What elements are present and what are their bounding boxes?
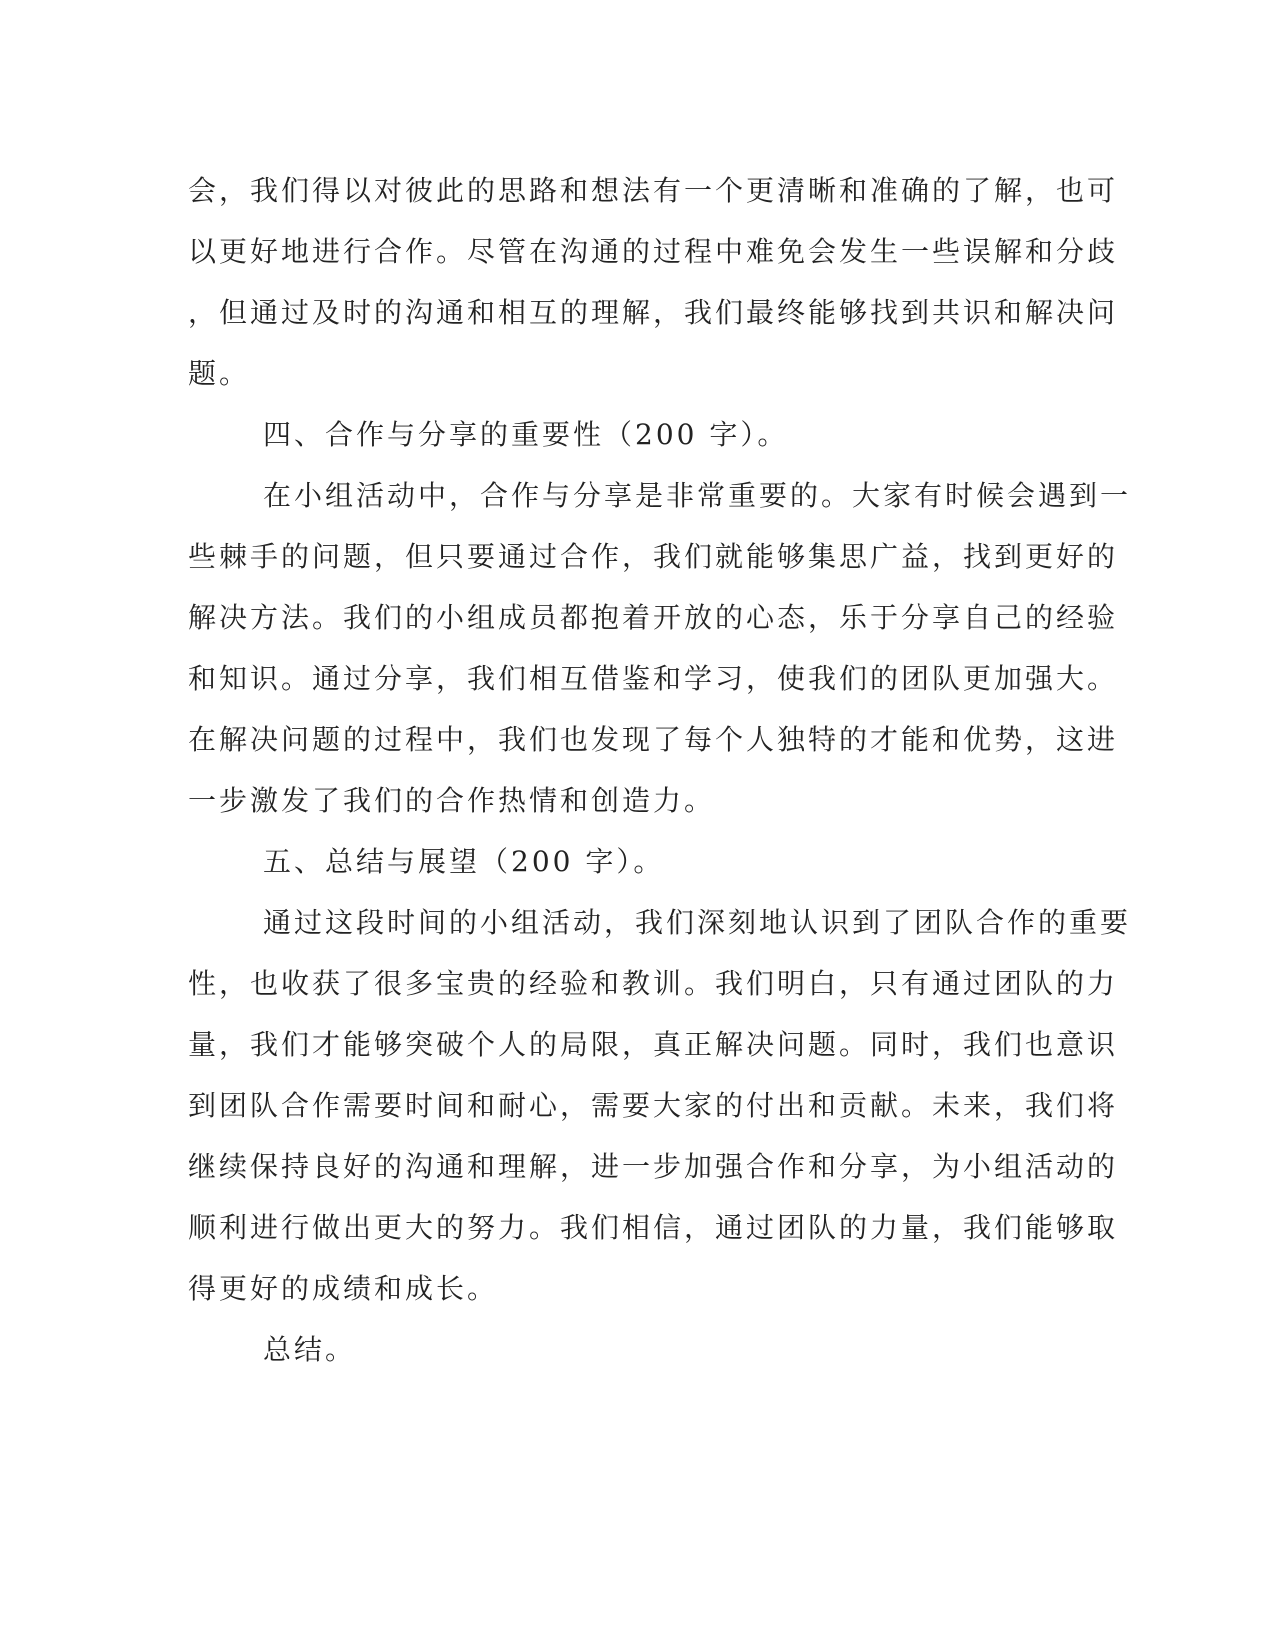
section-heading: 五、总结与展望（200 字）。 [263, 845, 665, 878]
paragraph-line: 到团队合作需要时间和耐心，需要大家的付出和贡献。未来，我们将 [188, 1089, 1119, 1122]
paragraph-line: 得更好的成绩和成长。 [188, 1272, 499, 1305]
paragraph-line: 性，也收获了很多宝贵的经验和教训。我们明白，只有通过团队的力 [188, 967, 1119, 1000]
paragraph-line: 继续保持良好的沟通和理解，进一步加强合作和分享，为小组活动的 [188, 1150, 1119, 1183]
paragraph-line: 一步激发了我们的合作热情和创造力。 [188, 784, 716, 817]
paragraph-line: 以更好地进行合作。尽管在沟通的过程中难免会发生一些误解和分歧 [188, 235, 1119, 268]
document-body [188, 160, 1132, 1380]
paragraph-line: 解决方法。我们的小组成员都抱着开放的心态，乐于分享自己的经验 [188, 601, 1119, 634]
paragraph-line: 通过这段时间的小组活动，我们深刻地认识到了团队合作的重要 [263, 906, 1132, 939]
paragraph-line: 会，我们得以对彼此的思路和想法有一个更清晰和准确的了解，也可 [188, 174, 1119, 207]
paragraph-line: 在小组活动中，合作与分享是非常重要的。大家有时候会遇到一 [263, 479, 1132, 512]
paragraph-line: 和知识。通过分享，我们相互借鉴和学习，使我们的团队更加强大。 [188, 662, 1119, 695]
paragraph-line: 在解决问题的过程中，我们也发现了每个人独特的才能和优势，这进 [188, 723, 1119, 756]
section-heading: 四、合作与分享的重要性（200 字）。 [263, 418, 789, 451]
paragraph-line: 些棘手的问题，但只要通过合作，我们就能够集思广益，找到更好的 [188, 540, 1119, 573]
paragraph-line: 量，我们才能够突破个人的局限，真正解决问题。同时，我们也意识 [188, 1028, 1119, 1061]
paragraph-line: ，但通过及时的沟通和相互的理解，我们最终能够找到共识和解决问 [188, 296, 1119, 329]
paragraph-line: 顺利进行做出更大的努力。我们相信，通过团队的力量，我们能够取 [188, 1211, 1119, 1244]
section-heading: 总结。 [263, 1333, 357, 1366]
paragraph-line: 题。 [188, 357, 251, 390]
